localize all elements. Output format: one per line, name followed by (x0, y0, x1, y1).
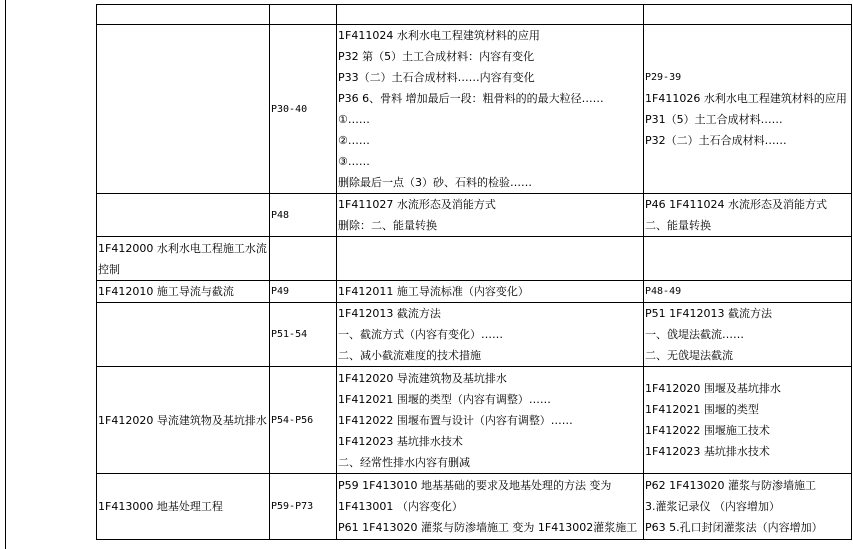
cell-line: 1F411024 水利水电工程建筑材料的应用 (338, 29, 540, 42)
cell-line: P46 1F411024 水流形态及消能方式 (645, 198, 827, 211)
table-cell (644, 367, 852, 474)
page-range: P48 (271, 209, 290, 221)
table-cell (644, 281, 852, 303)
table-row (97, 25, 852, 194)
table-cell (644, 5, 852, 25)
cell-line: 1F412021 围堰的类型 (645, 403, 759, 416)
cell-line: ②…… (338, 134, 370, 147)
cell-line: P29-39 (645, 72, 682, 83)
page-range: P59-P73 (271, 501, 314, 512)
cell-line: 1F412022 围堰布置与设计（内容有调整）…… (338, 413, 573, 427)
cell-line: 1F411026 水利水电工程建筑材料的应用 (645, 92, 847, 105)
table-cell (337, 281, 644, 303)
table-cell (270, 281, 337, 303)
table-cell (644, 303, 852, 367)
section-heading: 1F412010 施工导流与截流 (98, 285, 234, 298)
table-row (97, 303, 852, 367)
table-cell (337, 303, 644, 367)
table-row (97, 367, 852, 474)
cell-line: 二、减小截流难度的技术措施 (338, 349, 481, 362)
page-range: P54-P56 (271, 414, 314, 426)
cell-line: 1F412021 围堰的类型（内容有调整）…… (338, 392, 551, 406)
table-cell (337, 474, 644, 540)
section-heading: 1F412020 导流建筑物及基坑排水 (98, 413, 267, 427)
cell-line: P59 1F413010 地基基础的要求及地基处理的方法 变为 (338, 479, 612, 492)
table-cell (337, 25, 644, 194)
cell-line: 二、能量转换 (645, 219, 711, 232)
cell-line: 1F411027 水流形态及消能方式 (338, 198, 496, 211)
cell-line: 1F412020 导流建筑物及基坑排水 (338, 371, 507, 385)
table-cell (97, 281, 270, 303)
cell-line: P32（二）土石合成材料…… (645, 134, 787, 147)
table-cell (644, 474, 852, 540)
cell-line: P33（二）土石合成材料……内容有变化 (338, 71, 535, 84)
section-heading: 1F413000 地基处理工程 (98, 500, 223, 513)
table-row (97, 5, 852, 25)
cell-line: P36 6、骨料 增加最后一段：粗骨料的的最大粒径…… (338, 92, 604, 105)
cell-line: 3.灌浆记录仪 （内容增加） (645, 500, 780, 513)
cell-line: P48-49 (645, 286, 682, 297)
cell-line: P61 1F413020 灌浆与防渗墙施工 变为 1F413002灌浆施工 (338, 521, 638, 534)
cell-line: 一、戗堤法截流…… (645, 328, 744, 341)
cell-line: 1F412023 基坑排水技术 (338, 434, 463, 448)
table-row (97, 281, 852, 303)
table-cell (337, 237, 644, 281)
cell-line: P51 1F412013 截流方法 (645, 307, 772, 320)
table-row (97, 474, 852, 540)
table-cell (97, 194, 270, 237)
page-range: P51-54 (271, 329, 308, 340)
cell-line: P32 第（5）土工合成材料：内容有变化 (338, 50, 535, 63)
cell-line: P63 5.孔口封闭灌浆法（内容增加） (645, 521, 823, 534)
table-cell (97, 5, 270, 25)
cell-line: 1F412022 围堰施工技术 (645, 424, 770, 437)
table-cell (644, 237, 852, 281)
table-cell (97, 25, 270, 194)
page-range: P49 (271, 286, 290, 297)
table-cell (270, 194, 337, 237)
page-range: P30-40 (271, 103, 308, 115)
cell-line: 二、经常性排水内容有删减 (338, 455, 470, 469)
table-cell (337, 194, 644, 237)
table-cell (270, 237, 337, 281)
table-cell (270, 474, 337, 540)
table-cell (644, 25, 852, 194)
cell-line: 1F412023 基坑排水技术 (645, 445, 770, 458)
table-cell (97, 474, 270, 540)
cell-line: 删除：二、能量转换 (338, 219, 437, 232)
left-margin-rule (5, 0, 6, 549)
table-cell (270, 5, 337, 25)
table-row (97, 237, 852, 281)
cell-line: 1F412011 施工导流标准（内容变化） (338, 285, 529, 298)
table-cell (270, 303, 337, 367)
table-row (97, 194, 852, 237)
cell-line: 删除最后一点（3）砂、石料的检验…… (338, 176, 532, 189)
table-cell (644, 194, 852, 237)
cell-line: P62 1F413020 灌浆与防渗墙施工 (645, 479, 816, 492)
cell-line: 二、无戗堤法截流 (645, 349, 733, 362)
table-cell (97, 237, 270, 281)
cell-line: ③…… (338, 155, 370, 168)
cell-line: P31（5）土工合成材料…… (645, 113, 783, 126)
cell-line: 1F412020 围堰及基坑排水 (645, 382, 781, 395)
table-cell (270, 25, 337, 194)
section-heading: 1F412000 水利水电工程施工水流控制 (98, 241, 267, 276)
table-cell (270, 367, 337, 474)
table-cell (337, 367, 644, 474)
cell-line: 1F413001 （内容变化） (338, 500, 463, 513)
table-cell (337, 5, 644, 25)
cell-line: 一、截流方式（内容有变化）…… (338, 328, 503, 341)
table-cell (97, 367, 270, 474)
cell-line: 1F412013 截流方法 (338, 307, 441, 320)
cell-line: ①…… (338, 113, 370, 126)
comparison-table (96, 4, 852, 540)
table-cell (97, 303, 270, 367)
